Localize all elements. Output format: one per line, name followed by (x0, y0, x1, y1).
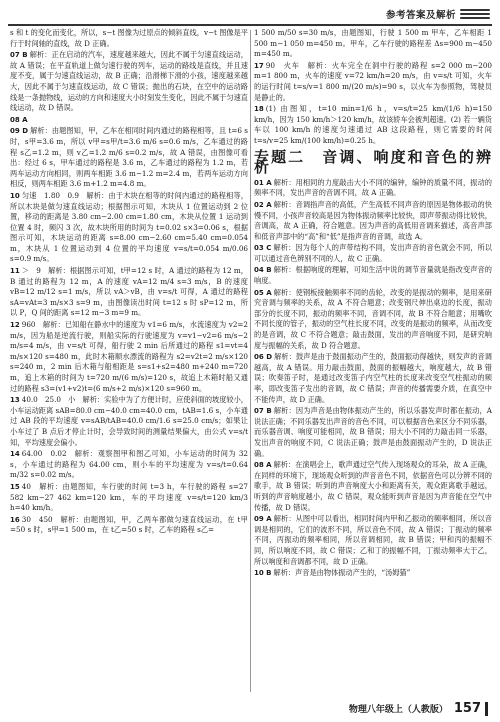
answer-item (10, 515, 248, 536)
answer-item (254, 568, 492, 579)
book-stack-icon (460, 8, 490, 20)
answer-item (10, 126, 248, 190)
header-rule (8, 24, 492, 26)
answer-number: 12 (10, 321, 20, 330)
answer-item (254, 243, 492, 264)
answer-item (10, 266, 248, 319)
header-title: 参考答案及解析 (385, 10, 456, 21)
answer-text: (1) 由图知，t=10 min=1/6 h，v=s/t=25 km/(1/6 h)=150 km/h，因为 150 km/h＞120 km/h，故该轿车会被判超速。(2) 若一辆货车以 100 km/h 的速度匀速通过 AB 这段路程，则它需要的时间 t=s/v=25 km/(100 km/h)=0.25 h。 (254, 104, 492, 145)
answer-item (10, 115, 248, 126)
right-column-top (254, 28, 492, 147)
answer-item (254, 61, 492, 103)
answer-item (10, 449, 248, 481)
page-footer (349, 701, 488, 716)
answer-item (10, 191, 248, 265)
answer-number: 08 A (254, 461, 272, 470)
answer-item (10, 28, 248, 49)
answer-number: 06 D (254, 353, 273, 362)
answer-text: 解析：使钢板接触频率不同的齿轮，改变的是振动的频率，是用来研究音调与频率的关系，故 A 不符合题意；改变钢尺伸出桌边的长度，振动部分的长度不同，振动的频率不同，音调不同，故 B 不符合题意；用嘴吹不同长度的管子，振动的空气柱长度不同，改变的是振动的频率，从而改变的是音调，故 C 不符合题意；敲击鼓面，发出的声音响度不同，是研究响度与振幅的关系，故 D 符合题意。 (254, 287, 492, 350)
answer-text: s 和 t 的变化而变化，所以，s−t 图像为过原点的倾斜直线，v−t 图像是平行于时间轴的直线，故 D 正确。 (10, 28, 248, 48)
answer-number: 17 (254, 61, 264, 70)
answer-number: 02 A (254, 200, 272, 209)
answer-item (254, 514, 492, 567)
answer-number: 04 B (254, 266, 272, 275)
page-number: 157 (453, 701, 481, 716)
answer-number: 09 D (10, 127, 29, 136)
answer-item (10, 320, 248, 394)
answer-text: 匀速 1.80 0.9 解析：由于木块在相等的时间内通过的路程相等，所以木块是做匀速直线运动；根据图示可知，木块从 1 位置运动到 2 位置，移动的距离是 3.80 cm−2.00 cm=1.80 cm，木块从位置 1 运动到位置 4 时，频闪 3 次，故木块所用的时间为 t=0.02 s×3=0.06 s，根据图示可知，木块运动的距离 s=8.00 cm−2.60 cm=5.40 cm=0.054 m，木块从 1 位置运动到 4 位置的平均速度 v=s/t=0.054 m/0.06 s=0.9 m/s。 (10, 190, 248, 264)
answer-number: 10 (10, 191, 20, 200)
answer-text: 解析：音调指声音的高低，产生高低不同声音的原因是物体振动的快慢不同，小孩声音较高是因为物体振动频率比较快，即声带振动得比较快，音调高，故 A 正确，符合题意。因为声音的高低用音调来描述，高音声部和低音声部中的“高”和“低”是指声音的音调，故选 A。 (254, 199, 492, 241)
answer-text: 解析：根据响度的理解，可知生活中说的调节音量就是指改变声音的响度。 (254, 265, 492, 286)
answer-text: ＞ 9 解析：根据图示可知，t甲=12 s 时，A 通过的路程为 12 m，B 通过的路程为 12 m，A 的速度 vA=12 m/4 s=3 m/s，B 的速度 vB=12 m/12 s=1 m/s，所以 vA＞vB，由 v=s/t 可得，A 通过的路程 sA=vAt=3 m/s×3 s=9 m，由图像读出时间 t=12 s 时 sP=12 m，所以 P，Q 间的距离 s=12 m−3 m=9 m。 (10, 266, 248, 318)
answer-text: 960 解析：已知船在静水中的速度为 v1=6 m/s，水流速度为 v2=2 m/s，因为船是逆流行驶，则船实际的行驶速度为 v=v1−v2=6 m/s−2 m/s=4 m/s，由 v=s/t 可得，船行驶 2 min 后所通过的路程 s1=vt=4 m/s×120 s=480 m，此时木箱顺水漂流的路程为 s2=v2t=2 m/s×120 s=240 m，2 min 后木箱与船相距是 s=s1+s2=480 m+240 m=720 m，追上木箱的时间为 t=720 m/(6 m/s)=120 s，故追上木箱时船又通过的路程 s3=(v1+v2)t=(6 m/s+2 m/s)×120 s=960 m。 (10, 320, 248, 393)
answer-number: 18 (254, 105, 264, 114)
answer-number: 11 (10, 267, 20, 276)
answer-item (10, 395, 248, 448)
answer-text: 解析：从图中可以看出，相同时间内甲和乙振动的频率相同，所以音调是相同的，它们的波形不同，所以音色不同，故 A 错误；丁振动的频率不同，丙振动的频率相同，所以音调相同，故 B 错误；甲和丙的振幅不同，所以响度不同，故 C 错误；乙和丁的振幅不同，丁振动频率大于乙，所以响度和音调都不同，故 D 正确。 (254, 514, 492, 566)
answer-number: 10 B (254, 569, 272, 578)
answer-number: 09 A (254, 515, 272, 524)
answer-text: 1 500 m/50 s=30 m/s，由题图知，行驶 1 500 m 甲车，乙车相距 1 500 m−1 050 m=450 m。甲车，乙车行驶的路程差 Δs=900 m−450 m=450 m。 (254, 28, 492, 59)
answer-text: 解析：因为声音是由物体振动产生的，所以乐器发声时都在振动，A 说法正确；不同乐器发出声音的音色不同，可以根据音色来区分不同乐器，而乐器音调、响度可能相同，故 B 错误；用大小不同的力敲击同一乐器，发出声音的响度不同，C 说法正确；鼓声是由鼓面振动产生的，D 说法正确。 (254, 406, 492, 458)
answer-item (254, 460, 492, 513)
footer-book-title: 物理八年级上（人教版） (348, 705, 448, 715)
answer-item (10, 50, 248, 114)
answer-item (254, 352, 492, 405)
answer-text: 解析：由题图知，甲，乙车在相同时间内通过的路程相等，且 t=6 s 时，s甲=3.6 m，所以 v甲=s甲/t=3.6 m/6 s=0.6 m/s，乙车通过的路程 s乙=1.2 m，则 v乙=1.2 m/6 s=0.2 m/s，故 A 错误，由图像可看出：经过 6 s，甲车通过的路程是 3.6 m，乙车通过的路程为 1.2 m，若两车运动方向相同，则两车相距 3.6 m−1.2 m=2.4 m，若两车运动方向相反，则两车相距 3.6 m+1.2 m=4.8 m。 (10, 126, 248, 189)
answer-text: 解析：鼓声是由于鼓面振动产生的，鼓面振动得越快，则发声的音调越高，故 A 错误。用力敲击鼓面，鼓面的振幅越大，响度越大，故 B 错误；吹奏笛子时，是通过改变笛子内空气柱的长度来改变空气柱振动的频率，即改变笛子发出的音调，故 C 错误；声音的传播需要介质，在真空中不能传声，故 D 正确。 (254, 352, 492, 404)
answer-text: 40 解析：由题图知，车行驶的时间 t=3 h，车行驶的路程 s=27 582 km−27 462 km=120 km，车的平均速度 v=s/t=120 km/3 h=40 km/h。 (10, 481, 248, 513)
answer-item (254, 200, 492, 242)
answer-item (254, 178, 492, 199)
answer-item (254, 288, 492, 352)
page-header (386, 6, 490, 22)
answer-number: 03 C (254, 244, 272, 253)
answer-text: 解析：在演唱会上，歌声通过空气传入现场观众的耳朵，故 A 正确，在同样的环境下，现场观众听到的声音音色不同，依据音色可以分辨不同的歌手，故 B 错误；听到的声音响度大小和距离有关，观众距离歌手越远，听到的声音响度越小，故 C 错误，观众能听到声音是因为声音能在空气中传播，故 D 错误。 (254, 460, 492, 512)
answer-text: 30 450 解析：由题图知，甲，乙两车都做匀速直线运动，在 t甲=50 s 时，s甲=1 500 m，在 t乙=50 s 时，乙车的路程 s乙= (10, 514, 248, 535)
right-column (254, 28, 492, 580)
answer-text: 64.00 0.02 解析：观察图甲和图乙可知，小车运动的时间为 32 s，小车通过的路程为 64.00 cm，则小车的平均速度为 v=s/t=0.64 m/32 s=0.02 m/s。 (10, 449, 248, 480)
answer-number: 07 B (10, 51, 28, 60)
answer-item (254, 104, 492, 146)
answer-number: 07 B (254, 407, 272, 416)
answer-number: 13 (10, 396, 20, 405)
section-title: 专题二 音调、响度和音色的辨析 (254, 147, 492, 177)
answer-number: 05 A (254, 288, 272, 297)
answer-item (254, 265, 492, 286)
answer-text: 40.0 25.0 小 解析：实验中为了方便计时，应使斜面的坡度较小，小车运动距离 sAB=80.0 cm−40.0 cm=40.0 cm，tAB=1.6 s，小车通过 AB 段的平均速度 v=sAB/tAB=40.0 cm/1.6 s=25.0 cm/s；如果让小车过了 B 点后才停止计时，会导致时间的测量结果偏大，由公式 v=s/t 知，平均速度会偏小。 (10, 395, 248, 447)
answer-item (10, 482, 248, 514)
left-column (10, 28, 248, 537)
answer-item (254, 28, 492, 60)
answer-number: 14 (10, 450, 20, 459)
answer-text: 解析：声音是由物体振动产生的，“汤姆猫” (273, 568, 411, 578)
answer-item (254, 406, 492, 459)
answer-number: 16 (10, 515, 20, 524)
right-column-bottom (254, 178, 492, 579)
answer-text: 90 火车 解析：火车完全在洞中行驶的路程 s=2 000 m−200 m=1 800 m，火车的速度 v=72 km/h=20 m/s，由 v=s/t 可知，火车的运行时间 t=s/v=1 800 m/(20 m/s)=90 s，以火车为参照物，驾驶员是静止的。 (254, 60, 492, 102)
answer-text: 解析：正在启动的汽车，速度越来越大，因此不属于匀速直线运动，故 A 错误；在平直轨道上做匀速行驶的列车，运动的路线是直线，并且速度不变，属于匀速直线运动，故 B 正确；沿滑梯下滑的小孩，速度越来越大，因此不属于匀速直线运动，故 C 错误；抛出的石块，在空中的运动路线是一条抛物线，运动的方向和速度大小时刻发生变化，因此不属于匀速直线运动，故 D 错误。 (10, 50, 248, 113)
answer-number: 01 A (254, 178, 272, 187)
answer-number: 15 (10, 482, 20, 491)
answer-text: 解析：因为每个人的声带结构不同，发出声音的音色就会不同，所以可以通过音色辨别不同的人，故 C 正确。 (254, 243, 492, 263)
column-divider (250, 30, 251, 692)
answer-text: 解析：用相同的力度敲击大小不同的编钟，编钟的质量不同，振动的频率不同，发出声音的音调不同，故 A 正确。 (254, 177, 492, 198)
answer-number: 08 A (10, 115, 28, 124)
footer-bar (485, 702, 488, 716)
